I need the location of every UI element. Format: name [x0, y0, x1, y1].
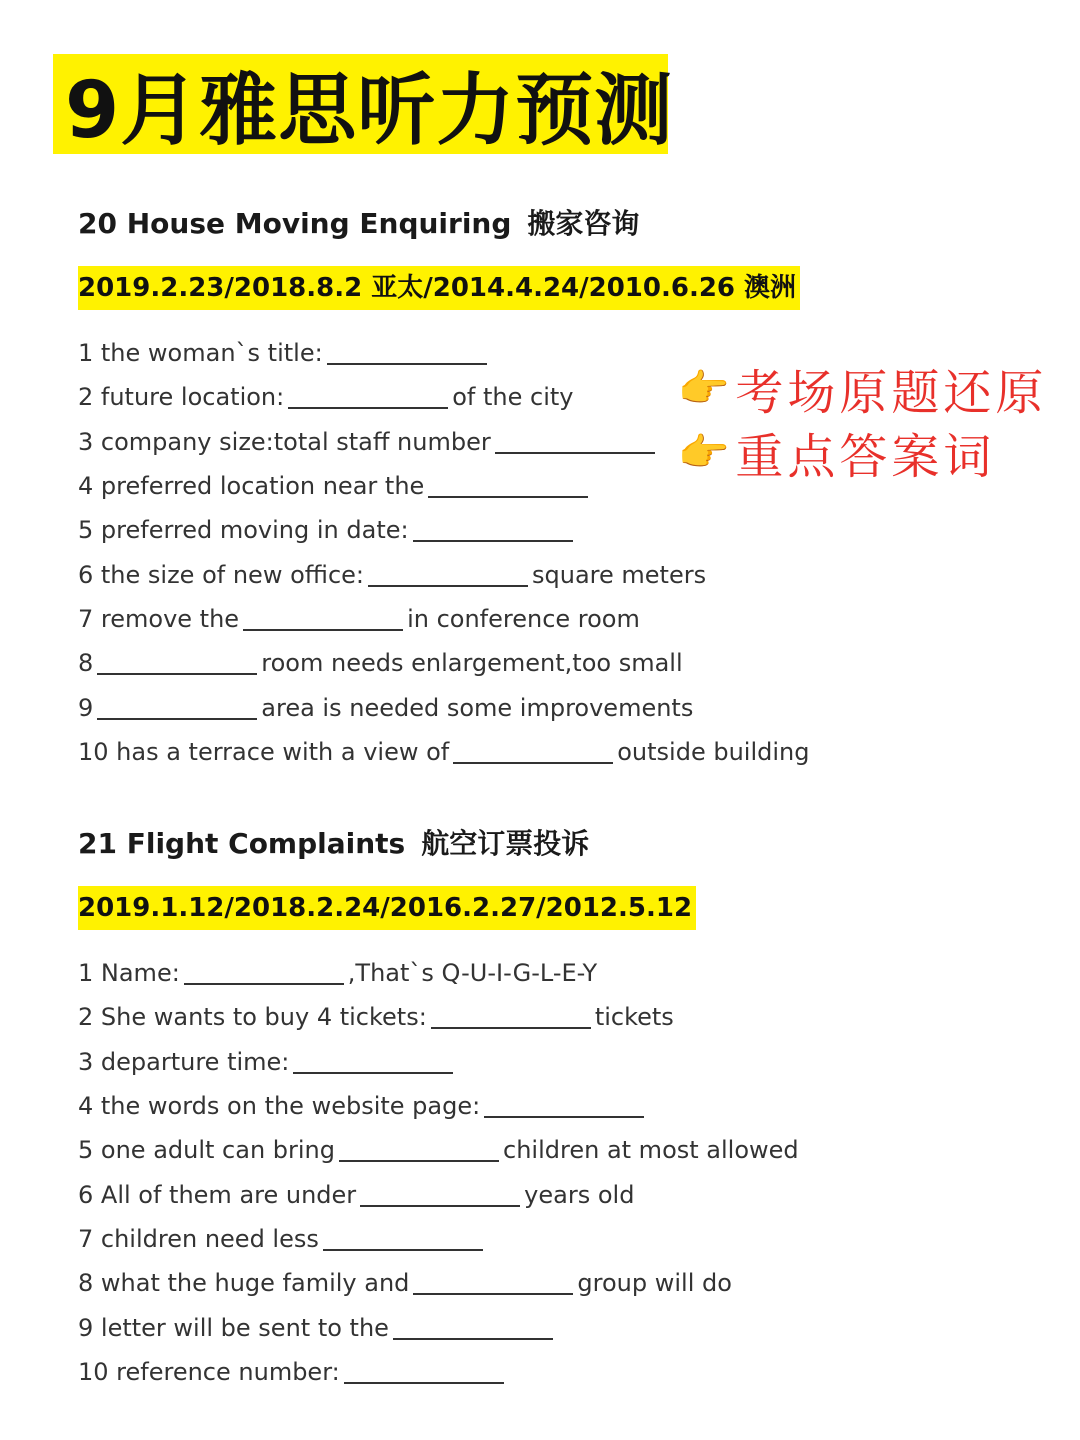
question-line — [78, 1217, 799, 1261]
question-text: 4 preferred location near the — [78, 472, 425, 501]
question-line — [78, 464, 809, 508]
question-line — [78, 1172, 799, 1216]
question-suffix: room needs enlargement,too small — [261, 649, 683, 678]
section-title-en: 21 Flight Complaints — [78, 827, 406, 860]
question-text: 9 — [78, 693, 94, 722]
question-line — [78, 597, 809, 641]
section-title-cn: 搬家咨询 — [527, 207, 640, 240]
answer-blank[interactable] — [368, 563, 528, 587]
answer-blank[interactable] — [344, 1360, 504, 1384]
question-suffix: area is needed some improvements — [261, 693, 694, 722]
question-suffix: children at most allowed — [503, 1136, 799, 1165]
question-text: 10 reference number: — [78, 1357, 340, 1386]
answer-blank[interactable] — [393, 1316, 553, 1340]
title-banner — [53, 54, 674, 156]
question-line — [78, 375, 809, 419]
question-text: 7 children need less — [78, 1224, 319, 1253]
answer-blank[interactable] — [327, 341, 487, 365]
question-list — [78, 331, 809, 774]
answer-blank[interactable] — [360, 1183, 520, 1207]
question-text: 8 what the huge family and — [78, 1269, 410, 1298]
question-text: 5 one adult can bring — [78, 1136, 336, 1165]
page-title: 9月雅思听力预测 — [65, 66, 674, 156]
question-line — [78, 331, 809, 375]
answer-blank[interactable] — [413, 1271, 573, 1295]
section-title-cn: 航空订票投诉 — [421, 827, 590, 860]
question-text: 1 the woman`s title: — [78, 339, 323, 368]
question-line — [78, 685, 809, 729]
answer-blank[interactable] — [495, 430, 655, 454]
question-text: 2 future location: — [78, 383, 285, 412]
answer-blank[interactable] — [431, 1005, 591, 1029]
answer-blank[interactable] — [293, 1050, 453, 1074]
section-dates: 2019.2.23/2018.8.2 亚太/2014.4.24/2010.6.26 澳洲 — [78, 266, 800, 310]
section-title — [78, 202, 639, 242]
answer-blank[interactable] — [288, 385, 448, 409]
question-text: 6 All of them are under — [78, 1180, 357, 1209]
answer-blank[interactable] — [413, 518, 573, 542]
question-line — [78, 552, 809, 596]
question-line — [78, 951, 799, 995]
answer-blank[interactable] — [484, 1094, 644, 1118]
answer-blank[interactable] — [184, 961, 344, 985]
section-title — [78, 822, 589, 862]
question-line — [78, 730, 809, 774]
question-text: 7 remove the — [78, 604, 240, 633]
pointing-hand-icon: 👉 — [677, 429, 730, 474]
question-line — [78, 1040, 799, 1084]
question-text: 10 has a terrace with a view of — [78, 737, 450, 766]
question-text: 5 preferred moving in date: — [78, 516, 409, 545]
answer-blank[interactable] — [243, 607, 403, 631]
answer-blank[interactable] — [97, 696, 257, 720]
question-text: 9 letter will be sent to the — [78, 1313, 389, 1342]
question-line — [78, 1261, 799, 1305]
question-line — [78, 641, 809, 685]
section-dates: 2019.1.12/2018.2.24/2016.2.27/2012.5.12 — [78, 886, 696, 930]
question-line — [78, 1350, 799, 1394]
section-title-en: 20 House Moving Enquiring — [78, 207, 512, 240]
question-text: 1 Name: — [78, 959, 180, 988]
question-suffix: of the city — [452, 383, 574, 412]
question-text: 2 She wants to buy 4 tickets: — [78, 1003, 427, 1032]
question-text: 3 departure time: — [78, 1047, 290, 1076]
answer-blank[interactable] — [97, 651, 257, 675]
question-suffix: years old — [524, 1180, 635, 1209]
pointing-hand-icon: 👉 — [677, 365, 730, 410]
question-suffix: ,That`s Q-U-I-G-L-E-Y — [347, 959, 598, 988]
answer-blank[interactable] — [428, 474, 588, 498]
question-line — [78, 1305, 799, 1349]
question-text: 6 the size of new office: — [78, 560, 365, 589]
question-suffix: tickets — [594, 1003, 674, 1032]
question-suffix: group will do — [577, 1269, 732, 1298]
question-text: 8 — [78, 649, 94, 678]
question-line — [78, 1084, 799, 1128]
question-line — [78, 420, 809, 464]
question-line — [78, 1128, 799, 1172]
question-list — [78, 951, 799, 1394]
answer-blank[interactable] — [339, 1138, 499, 1162]
answer-blank[interactable] — [323, 1227, 483, 1251]
question-suffix: outside building — [617, 737, 810, 766]
side-note-text: 重点答案词 — [735, 428, 996, 485]
question-line — [78, 508, 809, 552]
question-suffix: square meters — [532, 560, 707, 589]
answer-blank[interactable] — [453, 740, 613, 764]
question-suffix: in conference room — [407, 604, 640, 633]
question-text: 3 company size:total staff number — [78, 427, 491, 456]
question-text: 4 the words on the website page: — [78, 1092, 481, 1121]
side-note-text: 考场原题还原 — [735, 364, 1048, 421]
question-line — [78, 995, 799, 1039]
